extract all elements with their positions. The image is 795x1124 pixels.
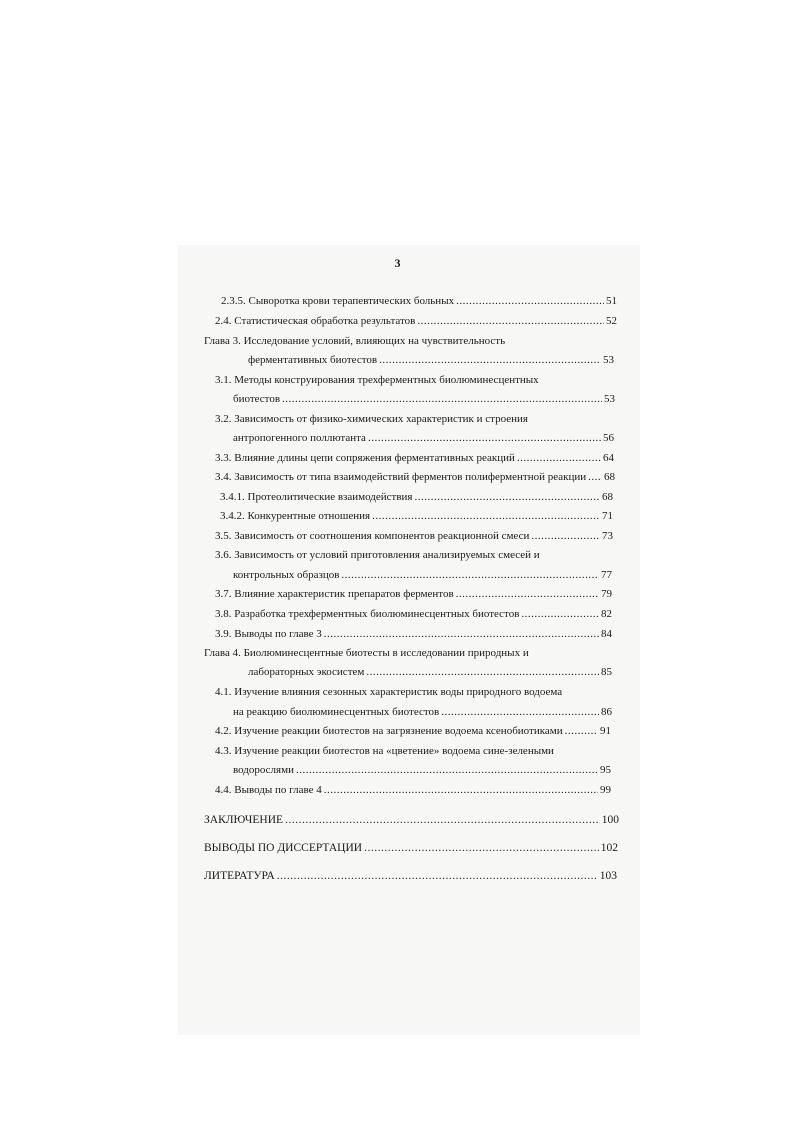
toc-entry-3-5 (215, 529, 613, 543)
toc-entry-page: 79 (601, 588, 612, 600)
toc-entry-3-7 (215, 587, 612, 601)
toc-chapter-4-heading (204, 646, 529, 660)
toc-entry-literature (204, 869, 617, 883)
toc-entry-text: на реакцию биолюминесцентных биотестов (233, 706, 440, 718)
toc-entry-text: водорослями (233, 764, 294, 776)
toc-entry-text: антропогенного поллютанта (233, 432, 366, 444)
dot-leader (441, 705, 599, 719)
dot-leader (341, 568, 599, 582)
toc-entry-text: 3.2. Зависимость от физико-химических характеристик и строения (215, 413, 528, 425)
dot-leader (415, 490, 601, 504)
toc-entry-text: Глава 4. Биолюминесцентные биотесты в исследовании природных и (204, 647, 529, 659)
dot-leader (285, 813, 600, 827)
toc-entry-4-2 (215, 724, 611, 738)
dot-leader (277, 869, 598, 883)
toc-entry-conclusion (204, 813, 619, 827)
toc-entry-page: 91 (600, 725, 611, 737)
toc-entry-4-1-line1 (215, 685, 562, 699)
toc-entry-2-3-5 (221, 294, 617, 308)
dot-leader (324, 783, 598, 797)
toc-entry-page: 99 (600, 784, 611, 796)
toc-entry-page: 82 (601, 608, 612, 620)
dot-leader (364, 841, 599, 855)
dot-leader (366, 665, 599, 679)
dot-leader (324, 627, 599, 641)
toc-entry-3-6 (233, 568, 612, 582)
dot-leader (521, 607, 599, 621)
dot-leader (372, 509, 600, 523)
toc-entry-chapter-4 (248, 665, 612, 679)
toc-entry-3-2-line1 (215, 412, 528, 426)
toc-entry-text: 3.9. Выводы по главе 3 (215, 628, 322, 640)
dot-leader (368, 431, 601, 445)
toc-entry-text: ЗАКЛЮЧЕНИЕ (204, 814, 284, 826)
toc-entry-3-6-line1 (215, 548, 540, 562)
toc-entry-4-1 (233, 705, 612, 719)
toc-entry-text: 3.5. Зависимость от соотношения компонентов реакционной смеси (215, 530, 530, 542)
toc-entry-page: 56 (603, 432, 614, 444)
dot-leader (517, 451, 601, 465)
toc-entry-3-1 (233, 392, 615, 406)
toc-entry-text: ЛИТЕРАТУРА (204, 870, 275, 882)
toc-entry-text: 3.7. Влияние характеристик препаратов ферментов (215, 588, 454, 600)
toc-entry-4-3-line1 (215, 744, 554, 758)
toc-entry-text: 3.4.1. Протеолитические взаимодействия (220, 491, 413, 503)
toc-chapter-3-heading (204, 334, 505, 348)
dot-leader (282, 392, 602, 406)
toc-entry-3-8 (215, 607, 612, 621)
toc-entry-2-4 (215, 314, 617, 328)
toc-entry-text: лабораторных экосистем (248, 666, 365, 678)
toc-entry-page: 95 (600, 764, 611, 776)
toc-entry-text: контрольных образцов (233, 569, 340, 581)
toc-entry-dissertation-conclusions (204, 841, 618, 855)
toc-entry-3-4-2 (220, 509, 613, 523)
toc-entry-text: 2.3.5. Сыворотка крови терапевтических больных (221, 295, 455, 307)
dot-leader (456, 294, 604, 308)
toc-entry-text: 4.3. Изучение реакции биотестов на «цветение» водоема сине-зелеными (215, 745, 554, 757)
toc-entry-chapter-3 (248, 353, 614, 367)
toc-entry-text: 3.3. Влияние длины цепи сопряжения ферментативных реакций (215, 452, 515, 464)
dot-leader (565, 724, 598, 738)
toc-entry-page: 102 (600, 842, 618, 854)
toc-entry-page: 86 (601, 706, 612, 718)
toc-entry-3-2 (233, 431, 614, 445)
toc-entry-page: 100 (601, 814, 619, 826)
toc-entry-3-1-line1 (215, 373, 539, 387)
toc-entry-page: 53 (603, 354, 614, 366)
dot-leader (588, 470, 602, 484)
toc-entry-page: 64 (603, 452, 614, 464)
toc-entry-text: 3.4.2. Конкурентные отношения (220, 510, 371, 522)
toc-entry-text: 4.4. Выводы по главе 4 (215, 784, 322, 796)
dot-leader (531, 529, 600, 543)
toc-entry-text: 3.4. Зависимость от типа взаимодействий ферментов полиферментной реакции (215, 471, 587, 483)
toc-entry-page: 77 (601, 569, 612, 581)
toc-entry-page: 85 (601, 666, 612, 678)
toc-entry-text: ВЫВОДЫ ПО ДИССЕРТАЦИИ (204, 842, 363, 854)
toc-entry-page: 68 (602, 491, 613, 503)
toc-entry-page: 103 (599, 870, 617, 882)
toc-entry-3-9 (215, 627, 612, 641)
page-number: 3 (394, 256, 401, 270)
toc-entry-page: 84 (601, 628, 612, 640)
toc-entry-page: 73 (602, 530, 613, 542)
toc-entry-page: 52 (606, 315, 617, 327)
toc-entry-text: 4.1. Изучение влияния сезонных характеристик воды природного водоема (215, 686, 563, 698)
toc-entry-page: 51 (606, 295, 617, 307)
toc-entry-text: ферментативных биотестов (248, 354, 378, 366)
dot-leader (456, 587, 599, 601)
toc-entry-text: 3.6. Зависимость от условий приготовления анализируемых смесей и (215, 549, 540, 561)
toc-entry-text: Глава 3. Исследование условий, влияющих на чувствительность (204, 335, 506, 347)
toc-entry-3-3 (215, 451, 614, 465)
toc-entry-text: биотестов (233, 393, 281, 405)
toc-entry-text: 3.8. Разработка трехферментных биолюминесцентных биотестов (215, 608, 520, 620)
toc-entry-page: 68 (604, 471, 615, 483)
toc-entry-page: 53 (604, 393, 615, 405)
dot-leader (379, 353, 601, 367)
toc-entry-3-4 (215, 470, 615, 484)
toc-entry-text: 4.2. Изучение реакции биотестов на загрязнение водоема ксенобиотиками (215, 725, 563, 737)
toc-entry-4-4 (215, 783, 611, 797)
toc-entry-4-3 (233, 763, 611, 777)
toc-entry-3-4-1 (220, 490, 613, 504)
toc-entry-text: 3.1. Методы конструирования трехферментных биолюминесцентных (215, 374, 539, 386)
dot-leader (296, 763, 598, 777)
dot-leader (417, 314, 604, 328)
toc-entry-text: 2.4. Статистическая обработка результатов (215, 315, 416, 327)
toc-entry-page: 71 (602, 510, 613, 522)
